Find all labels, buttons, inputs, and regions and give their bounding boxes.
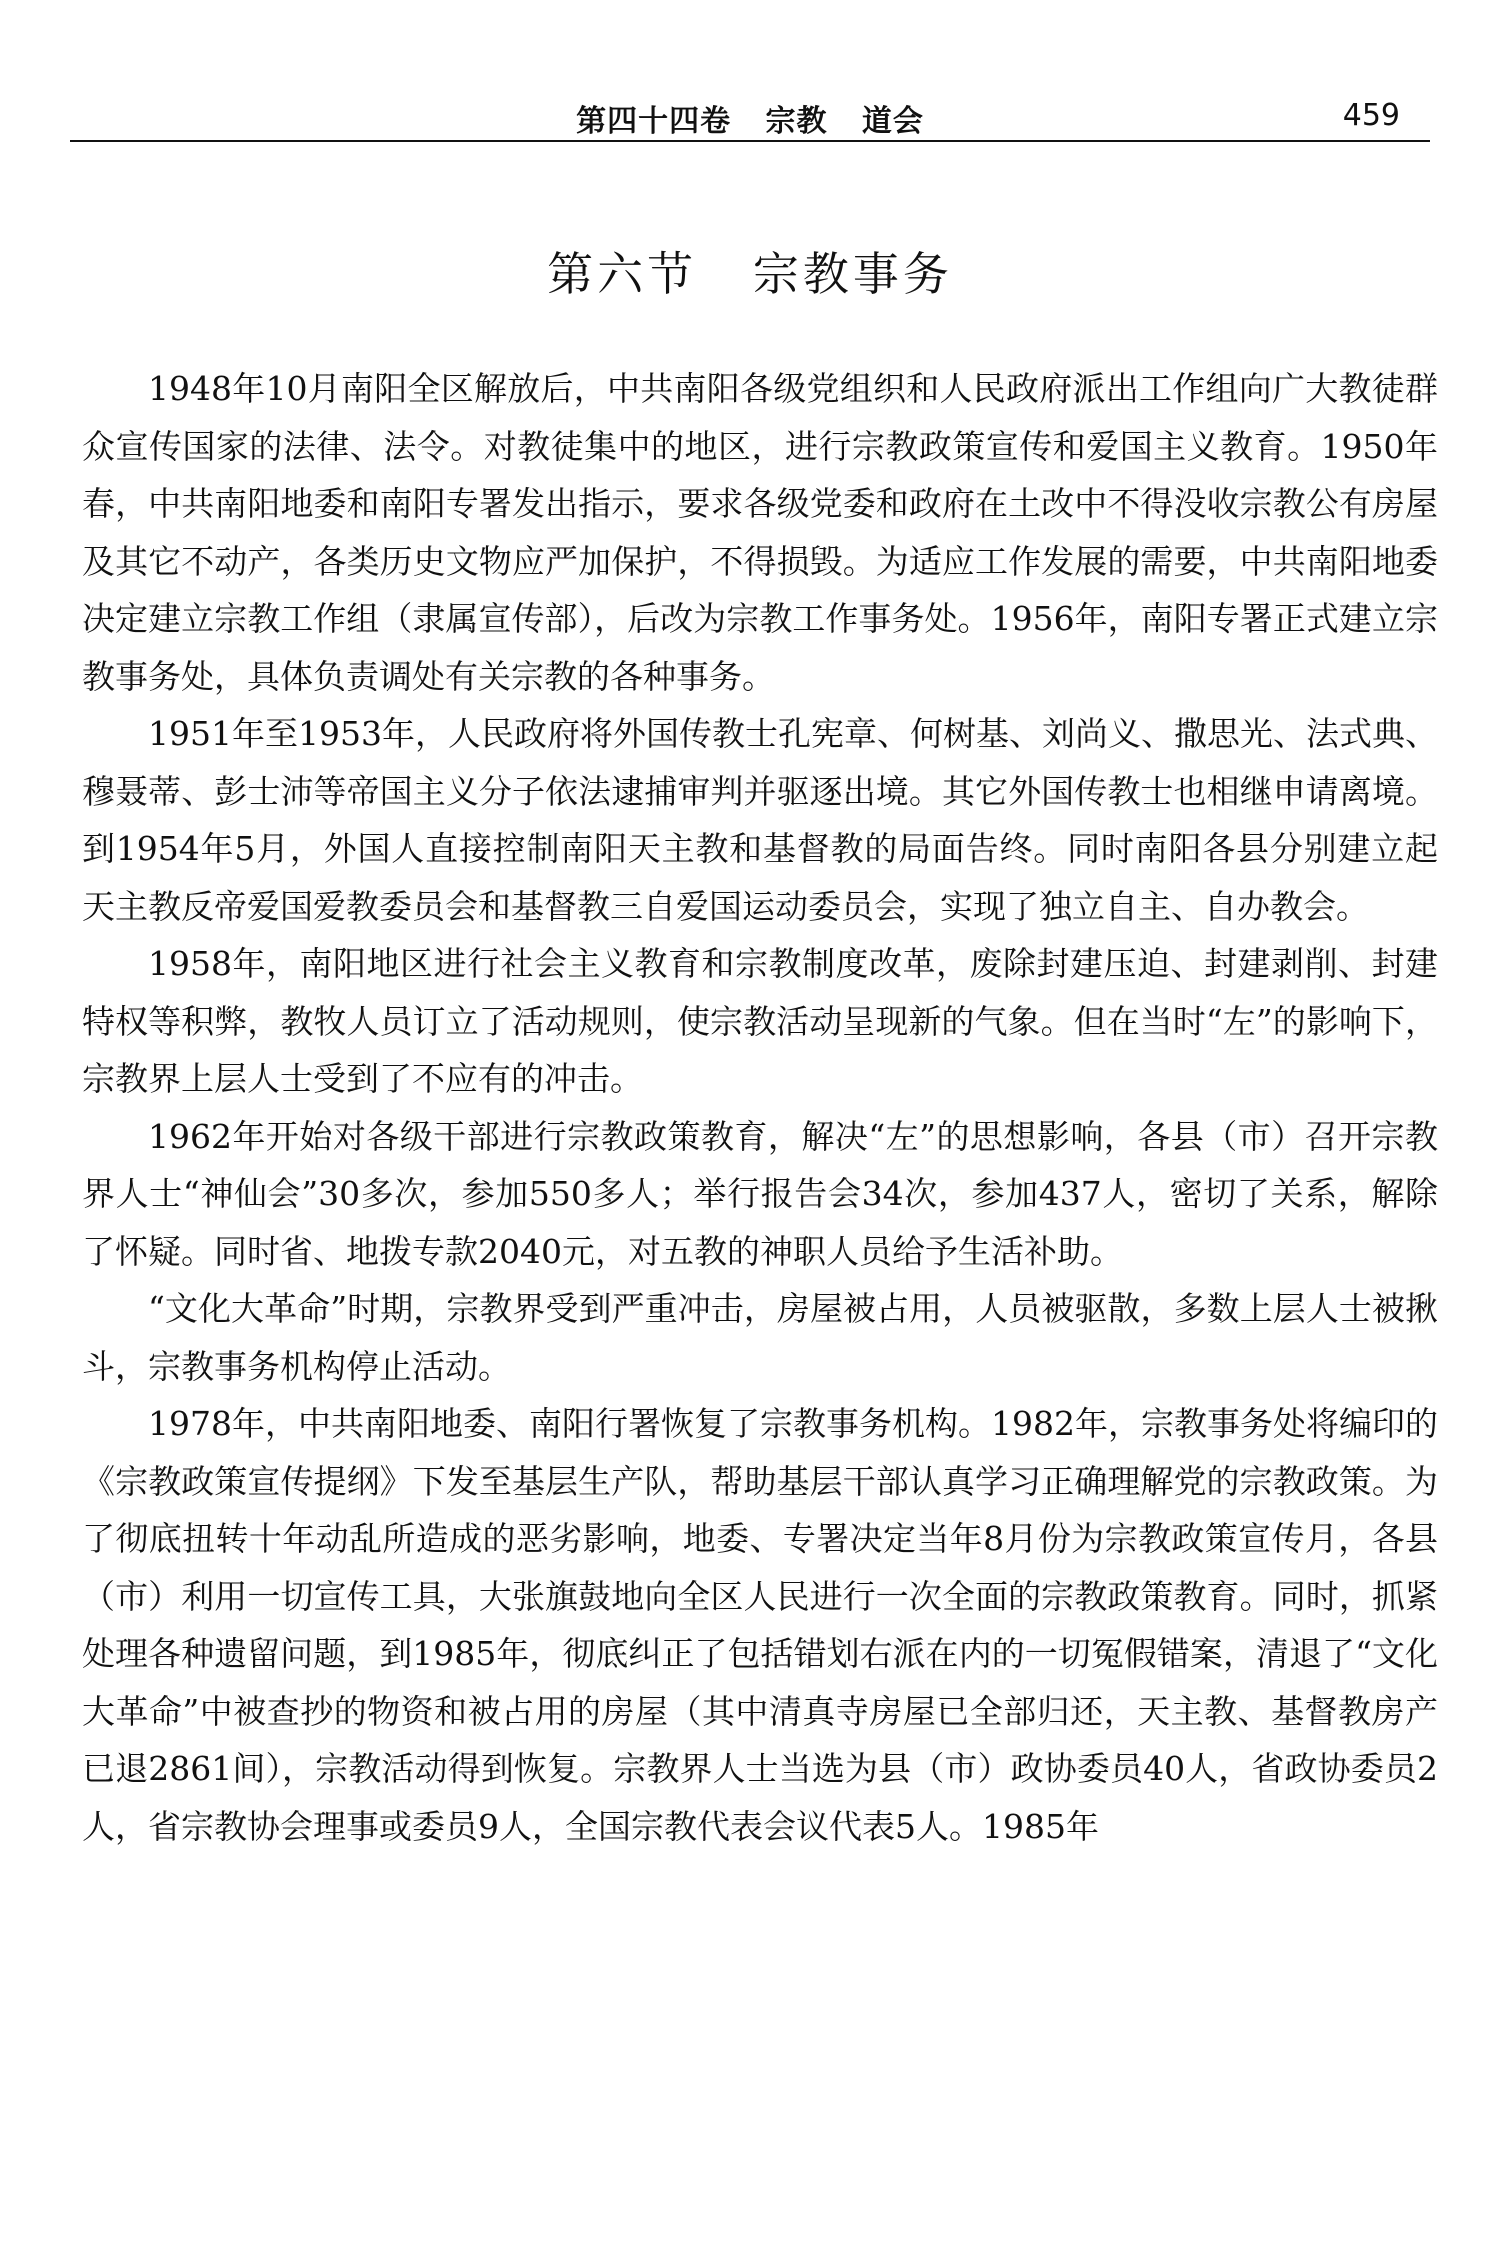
page-number: 459 bbox=[1342, 98, 1400, 133]
paragraph: “文化大革命”时期，宗教界受到严重冲击，房屋被占用，人员被驱散，多数上层人士被揪斗，宗教事务机构停止活动。 bbox=[82, 1289, 1438, 1386]
running-head: 第四十四卷 宗教 道会 bbox=[576, 104, 924, 139]
page-header bbox=[70, 96, 1430, 142]
paragraph: 1962年开始对各级干部进行宗教政策教育，解决“左”的思想影响，各县（市）召开宗教界人士“神仙会”30多次，参加550多人；举行报告会34次，参加437人，密切了关系，解除了怀疑。同时省、地拨专款2040元，对五教的神职人员给予生活补助。 bbox=[82, 1116, 1438, 1271]
paragraph: 1978年，中共南阳地委、南阳行署恢复了宗教事务机构。1982年，宗教事务处将编印的《宗教政策宣传提纲》下发至基层生产队，帮助基层干部认真学习正确理解党的宗教政策。为了彻底扭转十年动乱所造成的恶劣影响，地委、专署决定当年8月份为宗教政策宣传月，各县（市）利用一切宣传工具，大张旗鼓地向全区人民进行一次全面的宗教政策教育。同时，抓紧处理各种遗留问题，到1985年，彻底纠正了包括错划右派在内的一切冤假错案，清退了“文化大革命”中被查抄的物资和被占用的房屋（其中清真寺房屋已全部归还，天主教、基督教房产已退2861间），宗教活动得到恢复。宗教界人士当选为县（市）政协委员40人，省政协委员2人，省宗教协会理事或委员9人，全国宗教代表会议代表5人。1985年 bbox=[82, 1404, 1438, 1846]
body-text bbox=[82, 360, 1438, 1855]
section-title: 第六节 宗教事务 bbox=[547, 247, 953, 301]
paragraph: 1948年10月南阳全区解放后，中共南阳各级党组织和人民政府派出工作组向广大教徒群众宣传国家的法律、法令。对教徒集中的地区，进行宗教政策宣传和爱国主义教育。1950年春，中共南阳地委和南阳专署发出指示，要求各级党委和政府在土改中不得没收宗教公有房屋及其它不动产，各类历史文物应严加保护，不得损毁。为适应工作发展的需要，中共南阳地委决定建立宗教工作组（隶属宣传部），后改为宗教工作事务处。1956年，南阳专署正式建立宗教事务处，具体负责调处有关宗教的各种事务。 bbox=[82, 369, 1438, 696]
paragraph: 1958年，南阳地区进行社会主义教育和宗教制度改革，废除封建压迫、封建剥削、封建特权等积弊，教牧人员订立了活动规则，使宗教活动呈现新的气象。但在当时“左”的影响下，宗教界上层人士受到了不应有的冲击。 bbox=[82, 944, 1438, 1098]
paragraph: 1951年至1953年，人民政府将外国传教士孔宪章、何树基、刘尚义、撒思光、法式典、穆聂蒂、彭士沛等帝国主义分子依法逮捕审判并驱逐出境。其它外国传教士也相继申请离境。到1954年5月，外国人直接控制南阳天主教和基督教的局面告终。同时南阳各县分别建立起天主教反帝爱国爱教委员会和基督教三自爱国运动委员会，实现了独立自主、自办教会。 bbox=[82, 714, 1438, 926]
